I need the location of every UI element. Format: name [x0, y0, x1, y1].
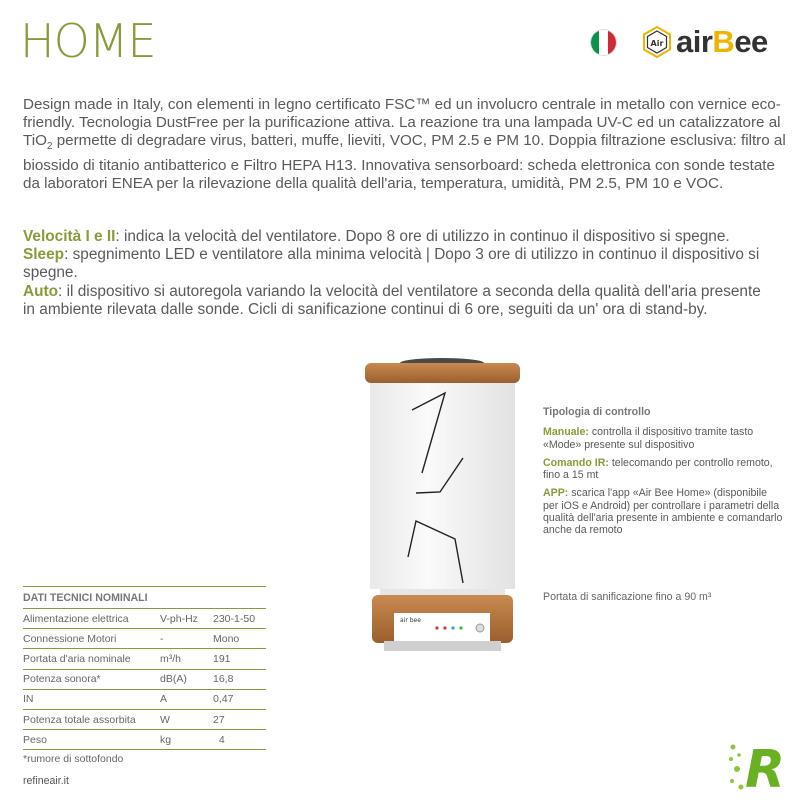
- intro-paragraph: Design made in Italy, con elementi in legno certificato FSC™ ed un involucro centrale in metallo con vernice eco-friendly. Tecnologia DustFree per la purificazione attiva. La reazione tra una lampada UV-C ed un catalizzatore al TiO$_2$ permette di degradare virus, batteri, muffe, lieviti, VOC, PM 2.5 e PM 10. Doppia filtrazione esclusiva: filtro al biossido di titanio antibatterico e Filtro HEPA H13. Innovativa sensorboard: scheda elettronica con sonde testate da laboratori ENEA per la rilevazione della qualità dell'aria, temperatura, umidità, PM 2.5, PM 10 e VOC.: [23, 96, 786, 192]
- air-purifier-image: [360, 355, 525, 667]
- table-row: Peso kg 4: [23, 730, 266, 750]
- refineair-logo-icon: [727, 737, 789, 793]
- table-row: Potenza sonora* dB(A) 16,8: [23, 670, 266, 690]
- mode-sleep: Sleep: spegnimento LED e ventilatore alla minima velocità | Dopo 3 ore di utilizzo in continuo il dispositivo si spegne.: [23, 246, 760, 282]
- svg-text:Air: Air: [650, 39, 664, 48]
- control-heading: Tipologia di controllo: [543, 406, 651, 418]
- brand-name: airBee: [676, 24, 768, 59]
- control-item: Comando IR: telecomando per controllo remoto, fino a 15 mt: [543, 456, 773, 482]
- control-item: Manuale: controlla il dispositivo tramite tasto «Mode» presente sul dispositivo: [543, 426, 754, 451]
- table-row: Connessione Motori - Mono: [23, 629, 266, 649]
- footnote: *rumore di sottofondo: [23, 753, 124, 766]
- table-row: IN A 0,47: [23, 690, 266, 710]
- mode-auto: Auto: il dispositivo si autoregola variando la velocità del ventilatore a seconda della qualità dell'aria presente in ambiente rilevata dalle sonde. Cicli di sanificazione continui di 6 ore, seguiti da un' ora di stand-by.: [23, 282, 761, 318]
- technical-data-table: [23, 586, 266, 765]
- airbee-logo: [642, 24, 768, 60]
- svg-text:air bee: air bee: [400, 617, 421, 624]
- svg-text:R: R: [744, 740, 786, 793]
- sanitization-capacity: Portata di sanificazione fino a 90 m³: [543, 591, 712, 603]
- italian-flag-icon: [591, 30, 616, 55]
- airbee-hexagon-icon: [642, 26, 672, 58]
- control-item: APP: scarica l'app «Air Bee Home» (disponibile per iOS e Android) per controllare i parametri della qualità dell'aria presente in ambiente e comandarlo anche da remoto: [543, 487, 783, 537]
- mode-velocita: Velocità I e II: indica la velocità del ventilatore. Dopo 8 ore di utilizzo in continuo il dispositivo si spegne.: [23, 228, 730, 245]
- modes-description: [23, 228, 763, 319]
- table-row: Potenza totale assorbita W 27: [23, 710, 266, 730]
- page-title: HOME: [20, 14, 156, 68]
- table-row: Portata d'aria nominale m³/h 191: [23, 649, 266, 669]
- control-types: [543, 406, 783, 543]
- website-link[interactable]: refineair.it: [23, 775, 69, 787]
- table-heading: DATI TECNICI NOMINALI: [23, 586, 266, 609]
- table-row: Alimentazione elettrica V-ph-Hz 230-1-50: [23, 609, 266, 629]
